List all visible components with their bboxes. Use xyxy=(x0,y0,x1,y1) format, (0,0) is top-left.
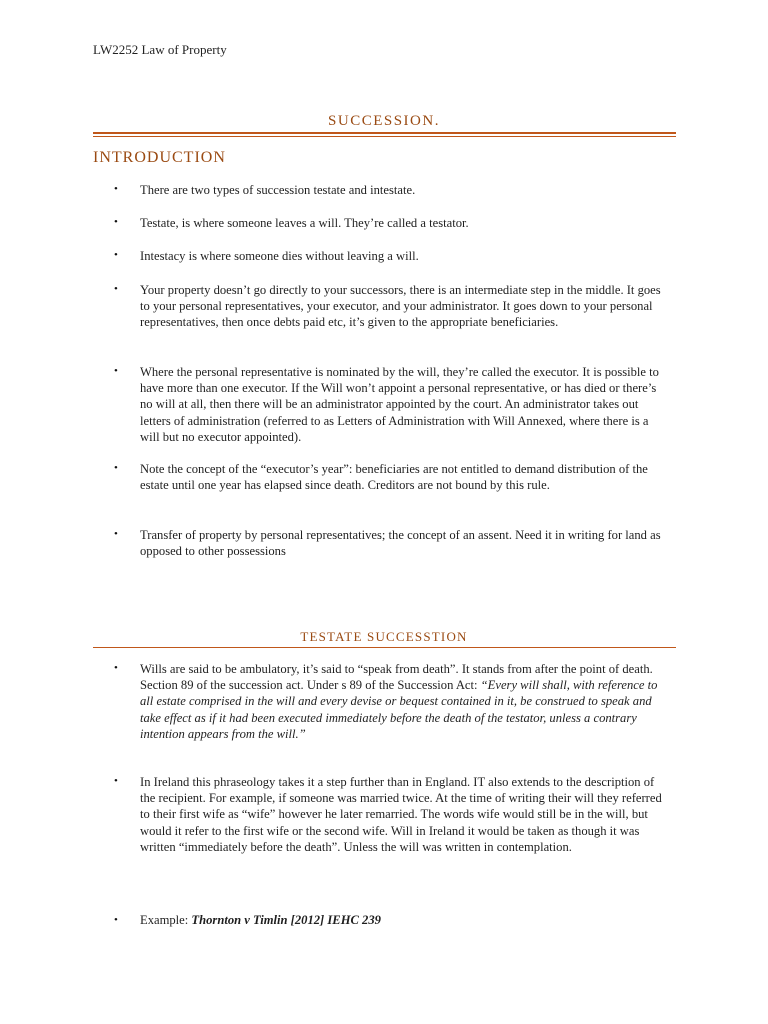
section-89-intro: Section 89 of the succession act. Under s 89 of the Succession Act: xyxy=(140,678,481,693)
intro-item-7: Transfer of property by personal representatives; the concept of an assent. Need it in writing for land as opposed to other possessions xyxy=(140,528,661,559)
bullet-icon: • xyxy=(114,365,118,377)
intro-item-4: Your property doesn’t go directly to your successors, there is an intermediate step in the middle. It goes to your personal representatives, your executor, and your administrator. It goes down to your personal representatives, then once debts paid etc, it’s given to the appropriate beneficiaries. xyxy=(140,283,661,330)
bullet-icon: • xyxy=(114,775,118,787)
bullet-icon: • xyxy=(114,462,118,474)
testate-item-1 xyxy=(140,661,670,742)
testate-item-1-section xyxy=(140,677,670,742)
case-citation: Thornton v Timlin [2012] IEHC 239 xyxy=(191,913,381,927)
introduction-heading: INTRODUCTION xyxy=(93,149,226,166)
example-item xyxy=(140,912,670,928)
bullet-icon: • xyxy=(114,662,118,674)
testate-succession-heading: TESTATE SUCCESSTION xyxy=(300,629,468,644)
intro-item-5: Where the personal representative is nominated by the will, they’re called the executor. It is possible to have more than one executor. If the Will won’t appoint a personal representative, or has died or there’s no will at all, then there will be an administrator appointed by the court. An administrator takes out letters of administration (referred to as Letters of Administration with Will Annexed, where there is a will but no executor appointed). xyxy=(140,365,659,444)
testate-item-1-text: Wills are said to be ambulatory, it’s said to “speak from death”. It stands from after the point of death. xyxy=(140,662,653,676)
bullet-icon: • xyxy=(114,283,118,295)
page-header: LW2252 Law of Property xyxy=(93,42,227,57)
intro-item-3: Intestacy is where someone dies without leaving a will. xyxy=(140,249,419,263)
example-label: Example: xyxy=(140,913,192,927)
title-rule xyxy=(93,132,676,134)
bullet-icon: • xyxy=(114,914,118,926)
testate-rule xyxy=(93,647,676,648)
bullet-icon: • xyxy=(114,249,118,261)
testate-item-2: In Ireland this phraseology takes it a step further than in England. IT also extends to the description of the recipient. For example, if someone was married twice. At the time of writing their will they referred to their first wife as “wife” however he later remarried. The words wife would still be in the will, but would it refer to the first wife or the second wife. Will in Ireland it would be taken as though it was written “immediately before the death”. Unless the will was written in contemplation. xyxy=(140,775,662,854)
bullet-icon: • xyxy=(114,183,118,195)
section-89-quote: “Every will shall, with reference to all estate comprised in the will and every devise or bequest contained in it, be construed to speak and take effect as if it had been executed immediately before the death of the testator, unless a contrary intention appears from the will.” xyxy=(140,678,658,741)
intro-item-2: Testate, is where someone leaves a will. They’re called a testator. xyxy=(140,216,469,230)
bullet-icon: • xyxy=(114,216,118,228)
intro-item-6: Note the concept of the “executor’s year”: beneficiaries are not entitled to demand distribution of the estate until one year has elapsed since death. Creditors are not bound by this rule. xyxy=(140,462,648,493)
bullet-icon: • xyxy=(114,528,118,540)
intro-item-1: There are two types of succession testate and intestate. xyxy=(140,183,416,197)
document-title: SUCCESSION. xyxy=(328,113,440,129)
